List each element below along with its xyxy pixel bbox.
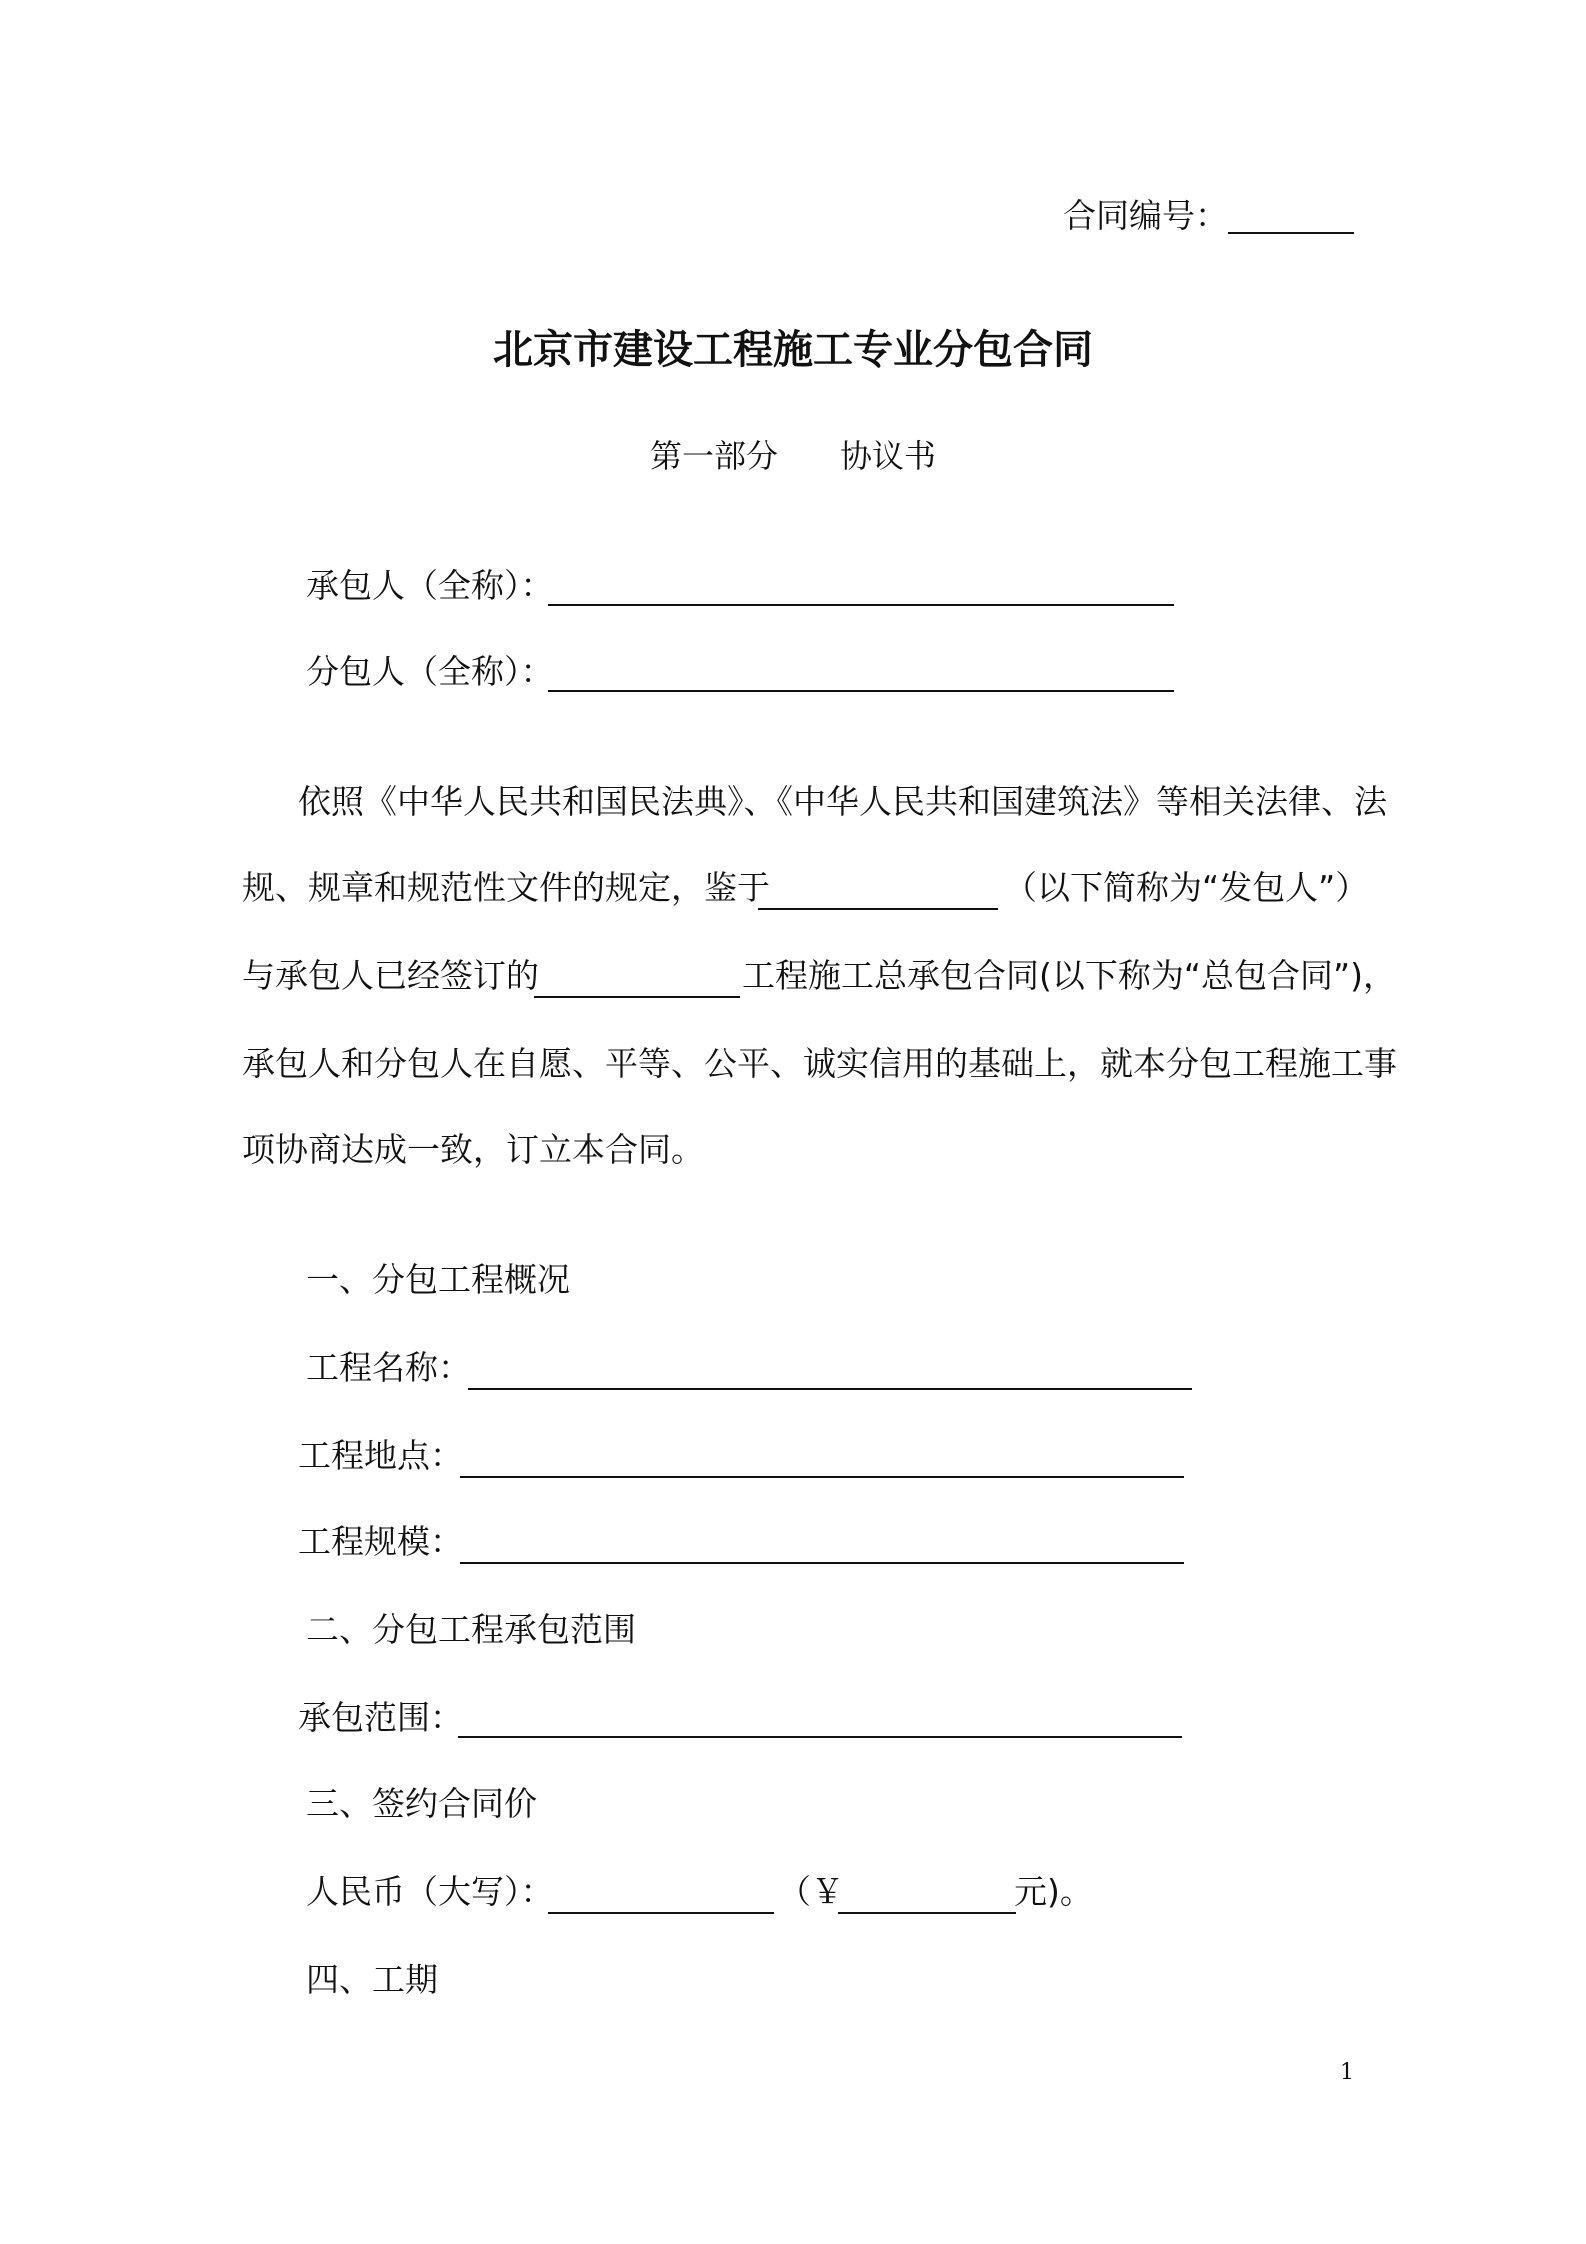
employer-name-field[interactable] [758,908,998,910]
section-2-heading: 二、分包工程承包范围 [306,1610,636,1649]
contractor-label: 承包人（全称）： [306,566,554,605]
preamble-line-5: 项协商达成一致，订立本合同。 [242,1130,704,1169]
rmb-amount-field[interactable] [838,1912,1016,1914]
rmb-uppercase-field[interactable] [548,1912,774,1914]
scope-label: 承包范围： [298,1698,463,1737]
contract-number-field[interactable] [1228,232,1354,234]
subcontractor-label: 分包人（全称）： [306,652,554,691]
preamble-line-4: 承包人和分包人在自愿、平等、公平、诚实信用的基础上，就本分包工程施工事 [242,1044,1397,1083]
preamble-line-1: 依照《中华人民共和国民法典》、《中华人民共和国建筑法》等相关法律、法 [298,782,1387,821]
project-name-field[interactable] [468,1388,1192,1390]
project-location-label: 工程地点： [298,1436,463,1475]
main-contract-project-field[interactable] [534,996,740,998]
scope-field[interactable] [458,1736,1182,1738]
preamble-line-3a: 与承包人已经签订的 [242,956,539,995]
section-1-heading: 一、分包工程概况 [306,1260,570,1299]
contractor-name-field[interactable] [548,604,1174,606]
part-title [0,436,1586,476]
page-number: 1 [1340,2060,1354,2085]
part-label: 第一部分 [649,437,778,475]
project-location-field[interactable] [460,1476,1184,1478]
contract-number-label: 合同编号： [1063,196,1228,235]
preamble-line-2a: 规、规章和规范性文件的规定，鉴于 [242,868,770,907]
preamble-line-2b: （以下简称为“发包人”） [1004,868,1369,907]
yen-open-label: （￥ [778,1872,844,1911]
section-4-heading: 四、工期 [306,1960,438,1999]
project-scale-field[interactable] [460,1562,1184,1564]
project-scale-label: 工程规模： [298,1522,463,1561]
yuan-close-label: 元)。 [1014,1872,1093,1911]
project-name-label: 工程名称： [306,1348,471,1387]
section-3-heading: 三、签约合同价 [306,1784,537,1823]
rmb-uppercase-label: 人民币（大写）： [306,1872,554,1911]
part-name: 协议书 [840,437,937,475]
document-title: 北京市建设工程施工专业分包合同 [493,327,1093,373]
subcontractor-name-field[interactable] [548,690,1174,692]
preamble-line-3b: 工程施工总承包合同(以下称为“总包合同”)， [742,956,1396,995]
